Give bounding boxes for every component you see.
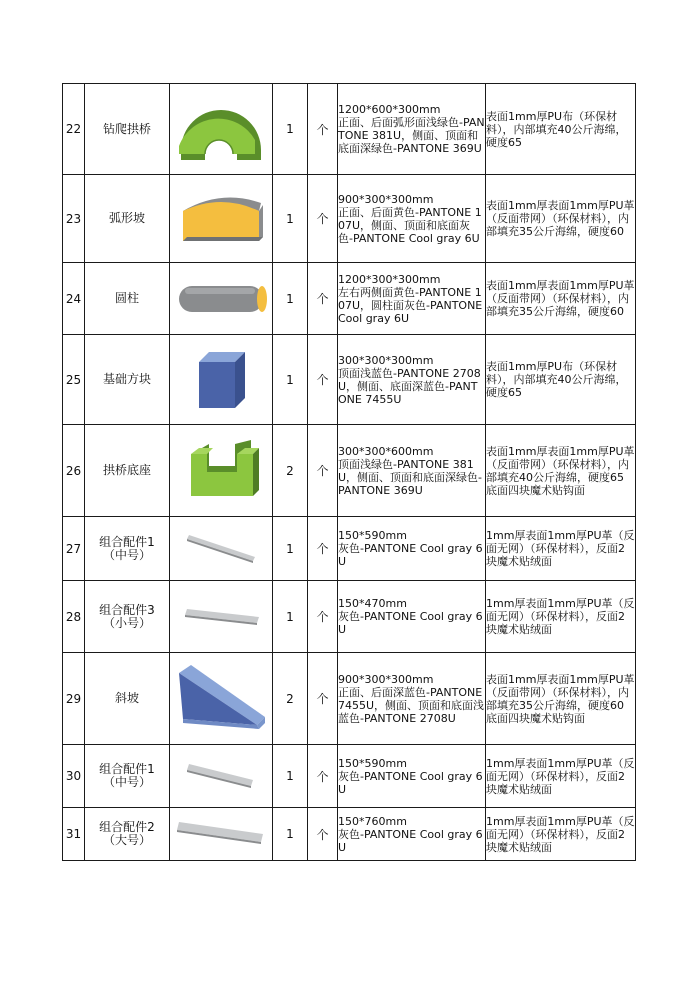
table-row (63, 425, 636, 517)
quantity: 1 (273, 84, 308, 175)
material-cell: 1mm厚表面1mm厚PU革（反面无网）（环保材料），反面2块魔术贴绒面 (486, 745, 636, 808)
arc-slope-icon (170, 175, 273, 263)
row-number: 28 (63, 581, 85, 653)
spec-cell: 1200*600*300mm 正面、后面弧形面浅绿色-PANTONE 381U，侧面、顶面和底面深绿色-PANTONE 369U (338, 84, 486, 175)
row-number: 30 (63, 745, 85, 808)
flat-panel-icon (170, 517, 273, 581)
row-number: 22 (63, 84, 85, 175)
spec-cell: 900*300*300mm 正面、后面黄色-PANTONE 107U，侧面、顶面和底面灰色-PANTONE Cool gray 6U (338, 175, 486, 263)
quantity: 1 (273, 263, 308, 335)
product-name: 组合配件1 （中号） (85, 745, 170, 808)
unit: 个 (308, 84, 338, 175)
cube-icon (170, 335, 273, 425)
unit: 个 (308, 175, 338, 263)
quantity: 1 (273, 581, 308, 653)
material-cell: 表面1mm厚表面1mm厚PU革（反面带网）（环保材料），内部填充40公斤海绵，硬度65 底面四块魔术贴钩面 (486, 425, 636, 517)
unit: 个 (308, 808, 338, 861)
product-name: 弧形坡 (85, 175, 170, 263)
material-cell: 表面1mm厚PU布（环保材料），内部填充40公斤海绵，硬度65 (486, 335, 636, 425)
product-name: 组合配件1 （中号） (85, 517, 170, 581)
product-name: 组合配件2 （大号） (85, 808, 170, 861)
quantity: 1 (273, 335, 308, 425)
row-number: 26 (63, 425, 85, 517)
material-cell: 1mm厚表面1mm厚PU革（反面无网）（环保材料），反面2块魔术贴绒面 (486, 581, 636, 653)
unit: 个 (308, 263, 338, 335)
flat-panel-icon (170, 581, 273, 653)
quantity: 1 (273, 517, 308, 581)
table-row (63, 808, 636, 861)
row-number: 29 (63, 653, 85, 745)
material-cell: 1mm厚表面1mm厚PU革（反面无网）（环保材料），反面2块魔术贴绒面 (486, 808, 636, 861)
spec-cell: 150*590mm 灰色-PANTONE Cool gray 6U (338, 745, 486, 808)
material-cell: 1mm厚表面1mm厚PU革（反面无网）（环保材料），反面2块魔术贴绒面 (486, 517, 636, 581)
spec-cell: 150*760mm 灰色-PANTONE Cool gray 6U (338, 808, 486, 861)
unit: 个 (308, 425, 338, 517)
table-row (63, 653, 636, 745)
quantity: 1 (273, 175, 308, 263)
product-name: 组合配件3 （小号） (85, 581, 170, 653)
material-cell: 表面1mm厚PU布（环保材料），内部填充40公斤海绵，硬度65 (486, 84, 636, 175)
unit: 个 (308, 745, 338, 808)
table-row (63, 84, 636, 175)
product-name: 圆柱 (85, 263, 170, 335)
material-cell: 表面1mm厚表面1mm厚PU革（反面带网）（环保材料），内部填充35公斤海绵，硬度60 (486, 263, 636, 335)
product-spec-table (62, 83, 636, 861)
product-name: 拱桥底座 (85, 425, 170, 517)
green-arch-bridge-icon (170, 84, 273, 175)
cylinder-icon (170, 263, 273, 335)
material-cell: 表面1mm厚表面1mm厚PU革（反面带网）（环保材料），内部填充35公斤海绵，硬度60 底面四块魔术贴钩面 (486, 653, 636, 745)
bridge-base-icon (170, 425, 273, 517)
flat-panel-icon (170, 808, 273, 861)
product-name: 钻爬拱桥 (85, 84, 170, 175)
spec-cell: 300*300*600mm 顶面浅绿色-PANTONE 381U，侧面、顶面和底面深绿色-PANTONE 369U (338, 425, 486, 517)
spec-cell: 1200*300*300mm 左右两侧面黄色-PANTONE 107U，圆柱面灰色-PANTONE Cool gray 6U (338, 263, 486, 335)
row-number: 24 (63, 263, 85, 335)
table-row (63, 175, 636, 263)
unit: 个 (308, 581, 338, 653)
spec-cell: 900*300*300mm 正面、后面深蓝色-PANTONE 7455U，侧面、顶面和底面浅蓝色-PANTONE 2708U (338, 653, 486, 745)
product-name: 斜坡 (85, 653, 170, 745)
row-number: 27 (63, 517, 85, 581)
quantity: 1 (273, 745, 308, 808)
spec-cell: 150*590mm 灰色-PANTONE Cool gray 6U (338, 517, 486, 581)
product-name: 基础方块 (85, 335, 170, 425)
quantity: 2 (273, 653, 308, 745)
table-row (63, 517, 636, 581)
quantity: 2 (273, 425, 308, 517)
table-row (63, 581, 636, 653)
row-number: 23 (63, 175, 85, 263)
spec-cell: 300*300*300mm 顶面浅蓝色-PANTONE 2708U，侧面、底面深蓝色-PANTONE 7455U (338, 335, 486, 425)
table-row (63, 335, 636, 425)
unit: 个 (308, 335, 338, 425)
table-row (63, 745, 636, 808)
row-number: 25 (63, 335, 85, 425)
unit: 个 (308, 653, 338, 745)
row-number: 31 (63, 808, 85, 861)
quantity: 1 (273, 808, 308, 861)
wedge-slope-icon (170, 653, 273, 745)
spec-cell: 150*470mm 灰色-PANTONE Cool gray 6U (338, 581, 486, 653)
unit: 个 (308, 517, 338, 581)
material-cell: 表面1mm厚表面1mm厚PU革（反面带网）（环保材料），内部填充35公斤海绵，硬度60 (486, 175, 636, 263)
flat-panel-icon (170, 745, 273, 808)
table-row (63, 263, 636, 335)
